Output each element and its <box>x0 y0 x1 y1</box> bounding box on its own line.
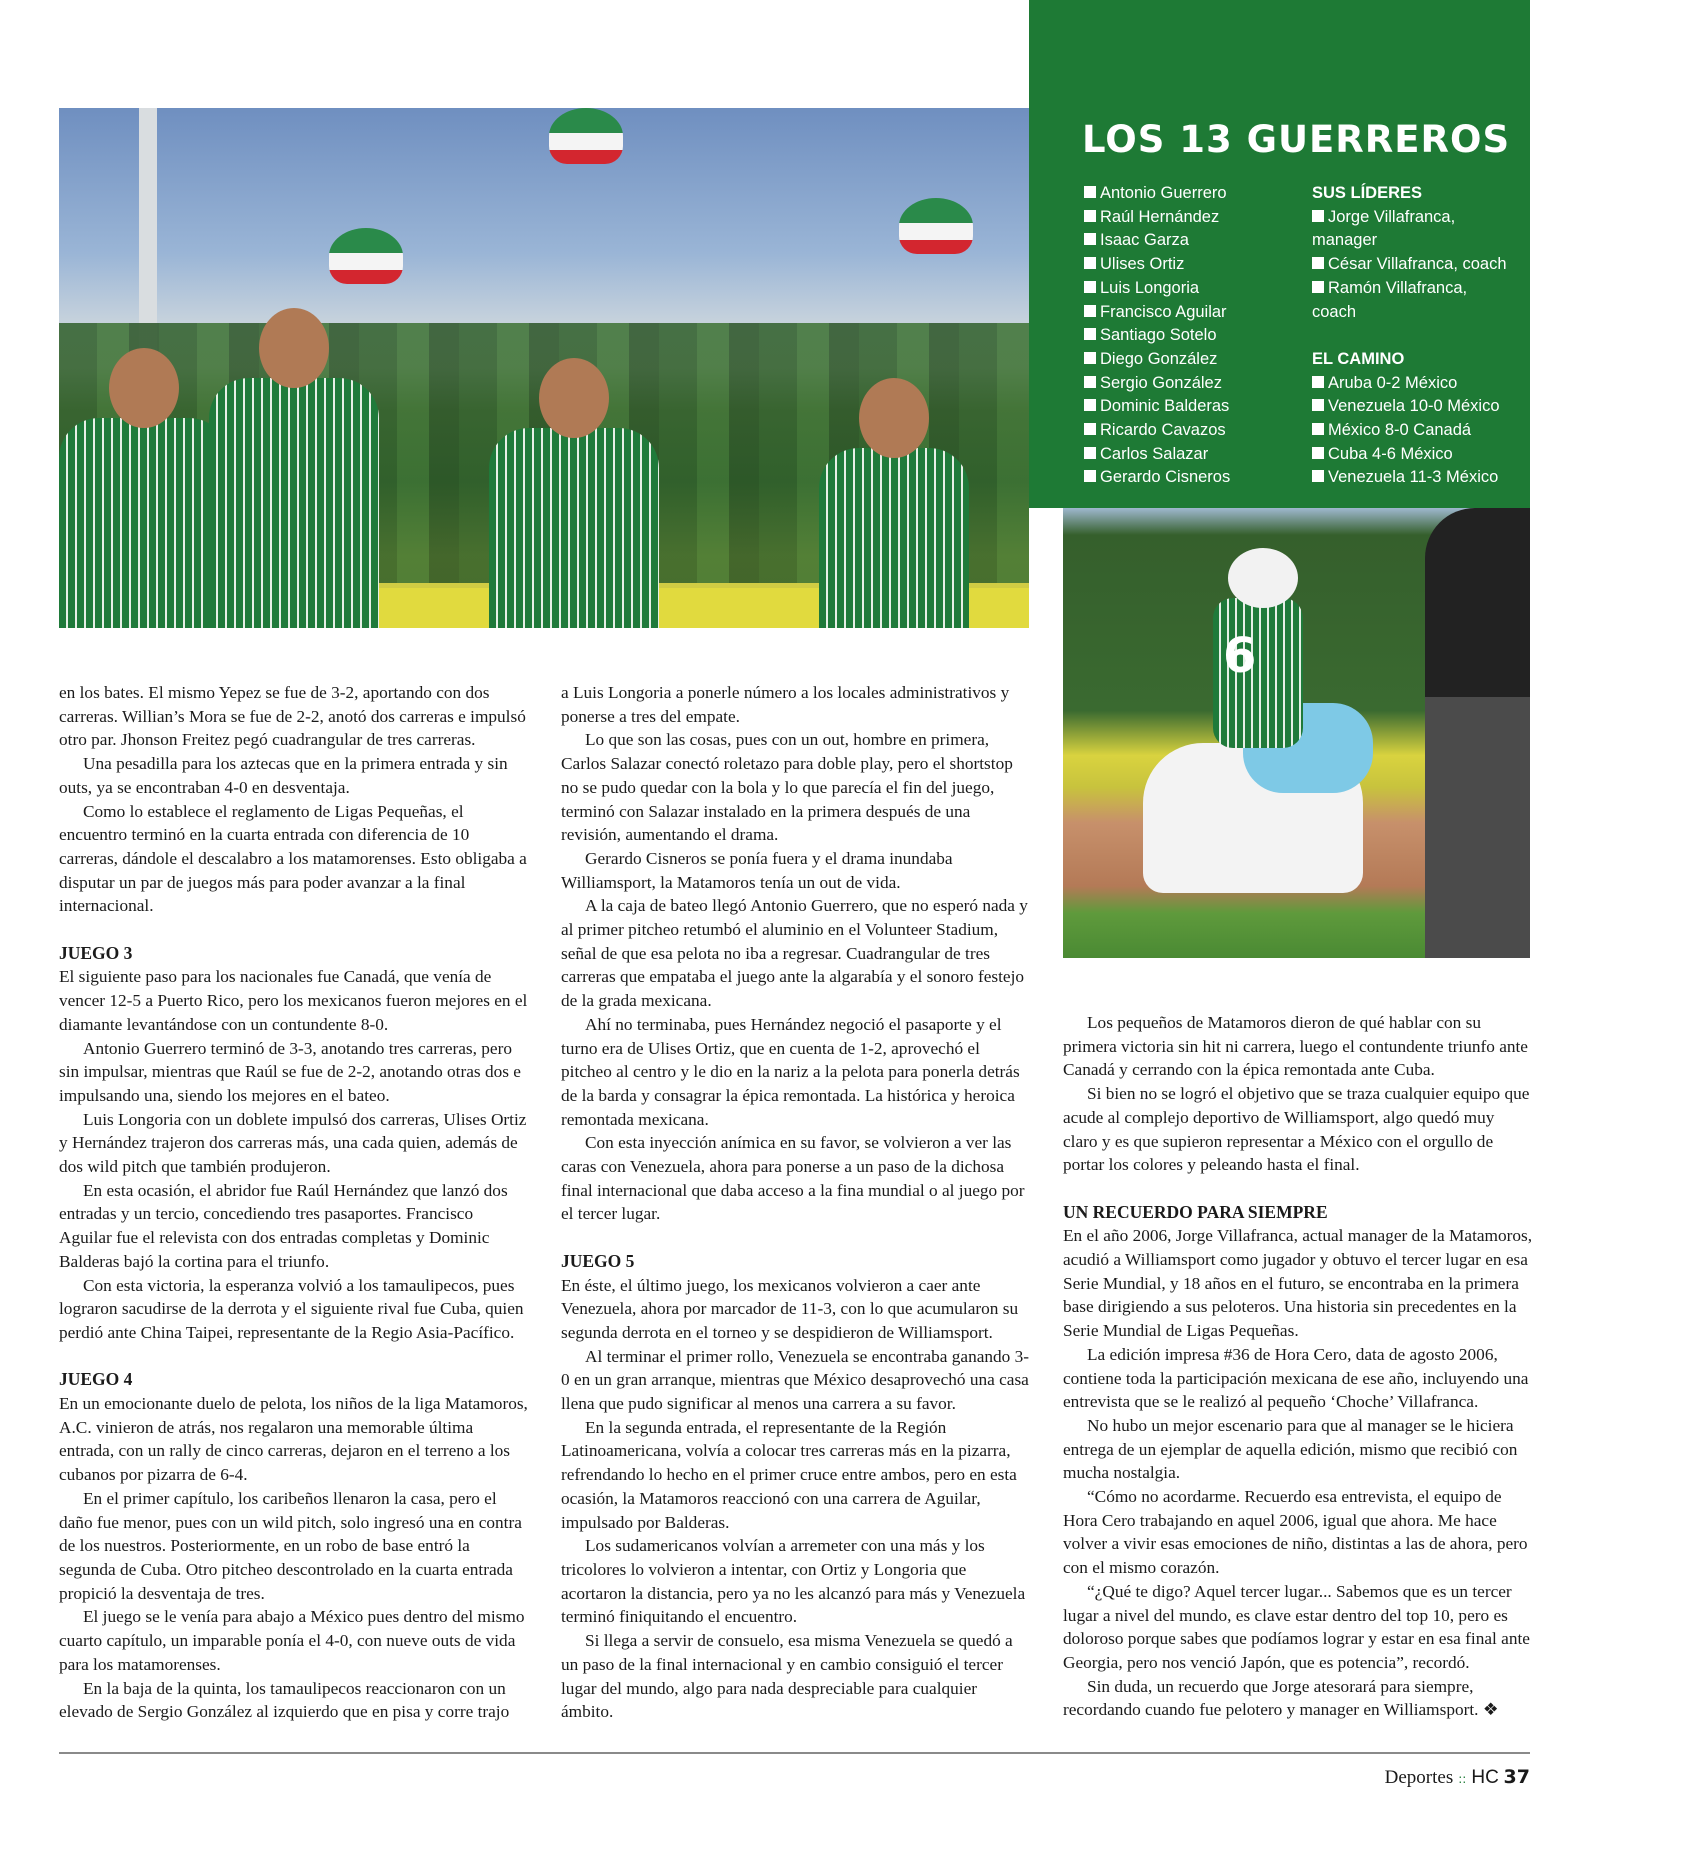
bullet-icon <box>1084 352 1096 364</box>
team-photo <box>59 108 1029 628</box>
bullet-icon <box>1312 470 1324 482</box>
paragraph: En éste, el último juego, los mexicanos volvieron a caer ante Venezuela, ahora por marcador de 11-3, con lo que acumularon su segunda derrota en el torneo y se despidieron de Williamsport. <box>561 1275 1019 1342</box>
roster-item: Dominic Balderas <box>1084 395 1304 419</box>
bullet-icon <box>1312 210 1324 222</box>
paragraph: El juego se le venía para abajo a México pues dentro del mismo cuarto capítulo, un imparable ponía el 4-0, con nueve outs de vida para los matamorenses. <box>59 1607 525 1674</box>
paragraph: No hubo un mejor escenario para que al manager se le hiciera entrega de un ejemplar de aquella edición, mismo que recibió con mucha nostalgia. <box>1063 1415 1518 1483</box>
leader-item: Jorge Villafranca, manager <box>1312 207 1456 250</box>
paragraph: En esta ocasión, el abridor fue Raúl Hernández que lanzó dos entradas y un tercio, concediendo tres pasaportes. Francisco Aguilar fue el relevista con dos entradas completas y Dominic Balderas bajó la cortina para el triunfo. <box>59 1180 508 1271</box>
bullet-icon <box>1084 447 1096 459</box>
roster-item: Ulises Ortiz <box>1084 253 1304 277</box>
paragraph: Con esta inyección anímica en su favor, se volvieron a ver las caras con Venezuela, ahora para ponerse a un paso de la dichosa final internacional que daba acceso a la fina mundial o al juego por el tercer lugar. <box>561 1133 1025 1224</box>
paragraph: “¿Qué te digo? Aquel tercer lugar... Sabemos que es un tercer lugar a nivel del mundo, es clave estar dentro del top 10, pero es doloroso porque sabes que podíamos lograr y estar en esa final ante Georgia, pero nos venció Japón, que es potencia”, recordó. <box>1063 1581 1530 1672</box>
bullet-icon <box>1084 470 1096 482</box>
leader-item: César Villafranca, coach <box>1312 253 1522 277</box>
roster-item: Diego González <box>1084 348 1304 372</box>
bullet-icon <box>1084 233 1096 245</box>
page-footer <box>1385 1766 1530 1789</box>
runner-photo: 6 <box>1063 508 1530 958</box>
paragraph: Como lo establece el reglamento de Ligas Pequeñas, el encuentro terminó en la cuarta entrada con diferencia de 10 carreras, dándole el descalabro a los matamorenses. Esto obligaba a disputar un par de juegos más para poder avanzar a la final internacional. <box>59 801 527 916</box>
page-number: 37 <box>1503 1766 1530 1788</box>
bullet-icon <box>1084 305 1096 317</box>
paragraph: En la baja de la quinta, los tamaulipecos reaccionaron con un elevado de Sergio González al izquierdo que en pisa y corre trajo <box>59 1678 510 1722</box>
leaders-list <box>1312 206 1522 325</box>
paragraph: A la caja de bateo llegó Antonio Guerrero, que no esperó nada y al primer pitcheo retumbó el aluminio en el Volunteer Stadium, señal de que esa pelota no iba a regresar. Cuadrangular de tres carreras que empataba el juego ante la algarabía y el sonoro festejo de la grada mexicana. <box>561 896 1028 1011</box>
path-heading: EL CAMINO <box>1312 349 1405 368</box>
bullet-icon <box>1312 399 1324 411</box>
roster-item: Raúl Hernández <box>1084 206 1304 230</box>
leaders-heading: SUS LÍDERES <box>1312 184 1423 202</box>
paragraph: Antonio Guerrero terminó de 3-3, anotando tres carreras, pero sin impulsar, mientras que Raúl se fue de 2-2, anotando otras dos e impulsando una, siendo los mejores en el bateo. <box>59 1038 521 1105</box>
paragraph: Al terminar el primer rollo, Venezuela se encontraba ganando 3-0 en un gran arranque, mientras que México desaprovechó una casa llena que pudo significar al menos una carrera a su favor. <box>561 1346 1030 1414</box>
footer-section: Deportes <box>1384 1767 1454 1788</box>
paragraph: Sin duda, un recuerdo que Jorge atesorará para siempre, recordando cuando fue pelotero y manager en Williamsport. ❖ <box>1063 1676 1499 1720</box>
paragraph: En un emocionante duelo de pelota, los niños de la liga Matamoros, A.C. vinieron de atrás, nos regalaron una memorable última entrada, con un rally de cinco carreras, dejaron en el terreno a los cubanos por pizarra de 6-4. <box>59 1394 528 1485</box>
result-item: Venezuela 10-0 México <box>1312 395 1522 419</box>
footer-rule <box>59 1752 1530 1754</box>
bullet-icon <box>1084 257 1096 269</box>
bullet-icon <box>1312 447 1324 459</box>
result-item: México 8-0 Canadá <box>1312 419 1522 443</box>
bullet-icon <box>1084 281 1096 293</box>
bullet-icon <box>1084 376 1096 388</box>
result-item: Aruba 0-2 México <box>1312 372 1522 396</box>
section-heading: JUEGO 4 <box>59 1369 133 1390</box>
paragraph: En el primer capítulo, los caribeños llenaron la casa, pero el daño fue menor, pues con un wild pitch, solo ingresó una en contra de los nuestros. Posteriormente, en un robo de base entró la segunda de Cuba. Otro pitcheo descontrolado en la cuarta entrada propició la desventaja de tres. <box>59 1488 522 1603</box>
section-heading: JUEGO 3 <box>59 942 133 963</box>
bullet-icon <box>1312 257 1324 269</box>
roster-item: Francisco Aguilar <box>1084 301 1304 325</box>
roster-item: Santiago Sotelo <box>1084 324 1304 348</box>
paragraph: Ahí no terminaba, pues Hernández negoció el pasaporte y el turno era de Ulises Ortiz, que en cuenta de 1-2, aprovechó el pitcheo al centro y le dio en la nariz a la pelota para ponerla detrás de la barda y consagrar la épica remontada. La histórica y heroica remontada mexicana. <box>561 1014 1020 1129</box>
article-column-2 <box>561 681 1031 1724</box>
article-column-3 <box>1063 1011 1533 1722</box>
paragraph: La edición impresa #36 de Hora Cero, data de agosto 2006, contiene toda la participación mexicana de ese año, incluyendo una entrevista que se le realizó al pequeño ‘Choche’ Villafranca. <box>1063 1344 1529 1412</box>
bullet-icon <box>1084 186 1096 198</box>
paragraph: Si llega a servir de consuelo, esa misma Venezuela se quedó a un paso de la final internacional y en cambio consiguió el tercer lugar del mundo, algo para nada despreciable para cualquier ámbito. <box>561 1631 1013 1722</box>
bullet-icon <box>1312 281 1324 293</box>
bullet-icon <box>1084 399 1096 411</box>
roster-box <box>1029 0 1530 508</box>
bullet-icon <box>1312 376 1324 388</box>
paragraph: Lo que son las cosas, pues con un out, hombre en primera, Carlos Salazar conectó roletazo para doble play, pero el shortstop no se pudo quedar con la bola y lo que parecía el fin del juego, terminó con Salazar instalado en la primera después de una revisión, aumentando el drama. <box>561 730 1013 845</box>
roster-item: Gerardo Cisneros <box>1084 466 1304 490</box>
paragraph: En la segunda entrada, el representante de la Región Latinoamericana, volvía a colocar tres carreras más en la pizarra, refrendando lo hecho en el primer cruce entre ambos, pero en esta ocasión, la Matamoros reaccionó con una carrera de Aguilar, impulsado por Balderas. <box>561 1417 1017 1532</box>
bullet-icon <box>1084 210 1096 222</box>
article-column-1 <box>59 681 529 1724</box>
path-list <box>1312 372 1522 491</box>
result-item: Venezuela 11-3 México <box>1312 466 1522 490</box>
leaders-and-path <box>1312 182 1522 490</box>
bullet-icon <box>1084 328 1096 340</box>
paragraph: En el año 2006, Jorge Villafranca, actual manager de la Matamoros, acudió a Williamsport como jugador y obtuvo el tercer lugar en esa Serie Mundial, y 18 años en el futuro, se encontraba en la primera base dirigiendo a sus peloteros. Una historia sin precedentes en la Serie Mundial de Ligas Pequeñas. <box>1063 1226 1533 1341</box>
paragraph: Luis Longoria con un doblete impulsó dos carreras, Ulises Ortiz y Hernández trajeron dos carreras más, una cada quien, además de dos wild pitch que también produjeron. <box>59 1109 527 1177</box>
paragraph: El siguiente paso para los nacionales fue Canadá, que venía de vencer 12-5 a Puerto Rico, pero los mexicanos fueron mejores en el diamante levantándose con un contundente 8-0. <box>59 967 528 1034</box>
paragraph: en los bates. El mismo Yepez se fue de 3-2, aportando con dos carreras. Willian’s Mora se fue de 2-2, anotó dos carreras e impulsó otro par. Jhonson Freitez pegó cuadrangular de tres carreras. <box>59 683 526 750</box>
roster-item: Ricardo Cavazos <box>1084 419 1304 443</box>
result-item: Cuba 4-6 México <box>1312 443 1522 467</box>
roster-item: Antonio Guerrero <box>1084 182 1304 206</box>
paragraph: “Cómo no acordarme. Recuerdo esa entrevista, el equipo de Hora Cero trabajando en aquel 2006, igual que ahora. Me hace volver a vivir esas emociones de niño, distintas a las de ahora, pero con el mismo corazón. <box>1063 1487 1528 1578</box>
leader-item: Ramón Villafranca, coach <box>1312 278 1468 321</box>
section-heading: JUEGO 5 <box>561 1250 635 1271</box>
roster-item: Isaac Garza <box>1084 229 1304 253</box>
paragraph: a Luis Longoria a ponerle número a los locales administrativos y ponerse a tres del empate. <box>561 683 1010 726</box>
roster-title: LOS 13 GUERREROS <box>1082 118 1511 161</box>
roster-list <box>1084 182 1304 490</box>
roster-item: Sergio González <box>1084 372 1304 396</box>
footer-separator: :: <box>1458 1772 1467 1786</box>
roster-item: Carlos Salazar <box>1084 443 1304 467</box>
paragraph: Con esta victoria, la esperanza volvió a los tamaulipecos, pues lograron sacudirse de la derrota y el siguiente rival fue Cuba, quien perdió ante China Taipei, representante de la Regio Asia-Pacífico. <box>59 1275 524 1342</box>
paragraph: Si bien no se logró el objetivo que se traza cualquier equipo que acude al complejo deportivo de Williamsport, algo quedó muy claro y es que supieron representar a México con el orgullo de portar los colores y peleando hasta el final. <box>1063 1084 1530 1175</box>
paragraph: Los pequeños de Matamoros dieron de qué hablar con su primera victoria sin hit ni carrera, luego el contundente triunfo ante Canadá y cerrando con la épica remontada ante Cuba. <box>1063 1013 1528 1080</box>
paragraph: Los sudamericanos volvían a arremeter con una más y los tricolores lo volvieron a intentar, con Ortiz y Longoria que acortaron la distancia, pero ya no les alcanzó para más y Venezuela terminó finiquitando el encuentro. <box>561 1536 1026 1627</box>
footer-magazine: HC <box>1471 1767 1499 1788</box>
roster-item: Luis Longoria <box>1084 277 1304 301</box>
bullet-icon <box>1312 423 1324 435</box>
section-heading: UN RECUERDO PARA SIEMPRE <box>1063 1201 1328 1222</box>
bullet-icon <box>1084 423 1096 435</box>
paragraph: Gerardo Cisneros se ponía fuera y el drama inundaba Williamsport, la Matamoros tenía un out de vida. <box>561 848 953 892</box>
paragraph: Una pesadilla para los aztecas que en la primera entrada y sin outs, ya se encontraban 4-0 en desventaja. <box>59 754 508 797</box>
